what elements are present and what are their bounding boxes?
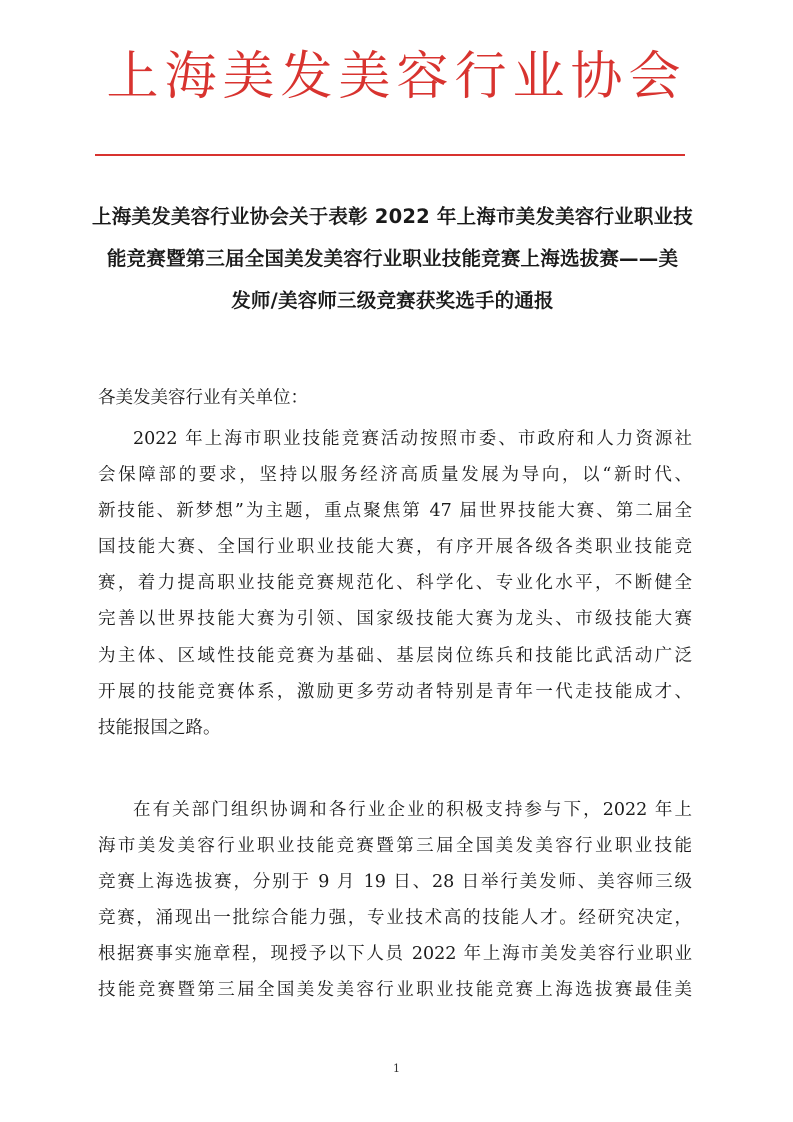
title-line: 上海美发美容行业协会关于表彰 2022 年上海市美发美容行业职业技 — [92, 205, 693, 228]
letterhead-org-name: 上海美发美容行业协会 — [106, 47, 687, 107]
paragraph-line: 竞赛上海选拔赛，分别于 9 月 19 日、28 日举行美发师、美容师三级 — [98, 872, 692, 893]
title-line: 能竞赛暨第三届全国美发美容行业职业技能竞赛上海选拔赛——美 — [106, 247, 679, 270]
paragraph-line: 赛，着力提高职业技能竞赛规范化、科学化、专业化水平，不断健全 — [98, 573, 692, 594]
title-line: 发师/美容师三级竞赛获奖选手的通报 — [231, 289, 554, 312]
paragraph-line: 在有关部门组织协调和各行业企业的积极支持参与下，2022 年上 — [133, 800, 692, 820]
paragraph-line: 国技能大赛、全国行业职业技能大赛，有序开展各级各类职业技能竞 — [98, 537, 692, 558]
page-number: 1 — [393, 1062, 400, 1075]
paragraph-line: 根据赛事实施章程，现授予以下人员 2022 年上海市美发美容行业职业 — [98, 944, 692, 965]
paragraph-line: 开展的技能竞赛体系，激励更多劳动者特别是青年一代走技能成才、 — [98, 681, 692, 702]
paragraph-line: 技能竞赛暨第三届全国美发美容行业职业技能竞赛上海选拔赛最佳美 — [98, 980, 692, 1001]
paragraph-line: 完善以世界技能大赛为引领、国家级技能大赛为龙头、市级技能大赛 — [98, 609, 692, 630]
paragraph-line: 竞赛，涌现出一批综合能力强，专业技术高的技能人才。经研究决定， — [98, 908, 692, 929]
body-paragraph — [98, 792, 692, 1009]
paragraph-line: 2022 年上海市职业技能竞赛活动按照市委、市政府和人力资源社 — [133, 429, 692, 449]
letterhead-divider — [95, 154, 685, 156]
body-paragraph — [98, 421, 692, 746]
paragraph-line: 会保障部的要求，坚持以服务经济高质量发展为导向，以“新时代、 — [98, 465, 692, 486]
salutation: 各美发美容行业有关单位： — [98, 388, 308, 408]
paragraph-line: 新技能、新梦想”为主题，重点聚焦第 47 届世界技能大赛、第二届全 — [98, 501, 692, 522]
paragraph-line: 为主体、区域性技能竞赛为基础、基层岗位练兵和技能比武活动广泛 — [98, 645, 692, 666]
paragraph-line: 海市美发美容行业职业技能竞赛暨第三届全国美发美容行业职业技能 — [98, 836, 692, 857]
paragraph-line: 技能报国之路。 — [98, 717, 221, 738]
document-title — [85, 196, 700, 322]
